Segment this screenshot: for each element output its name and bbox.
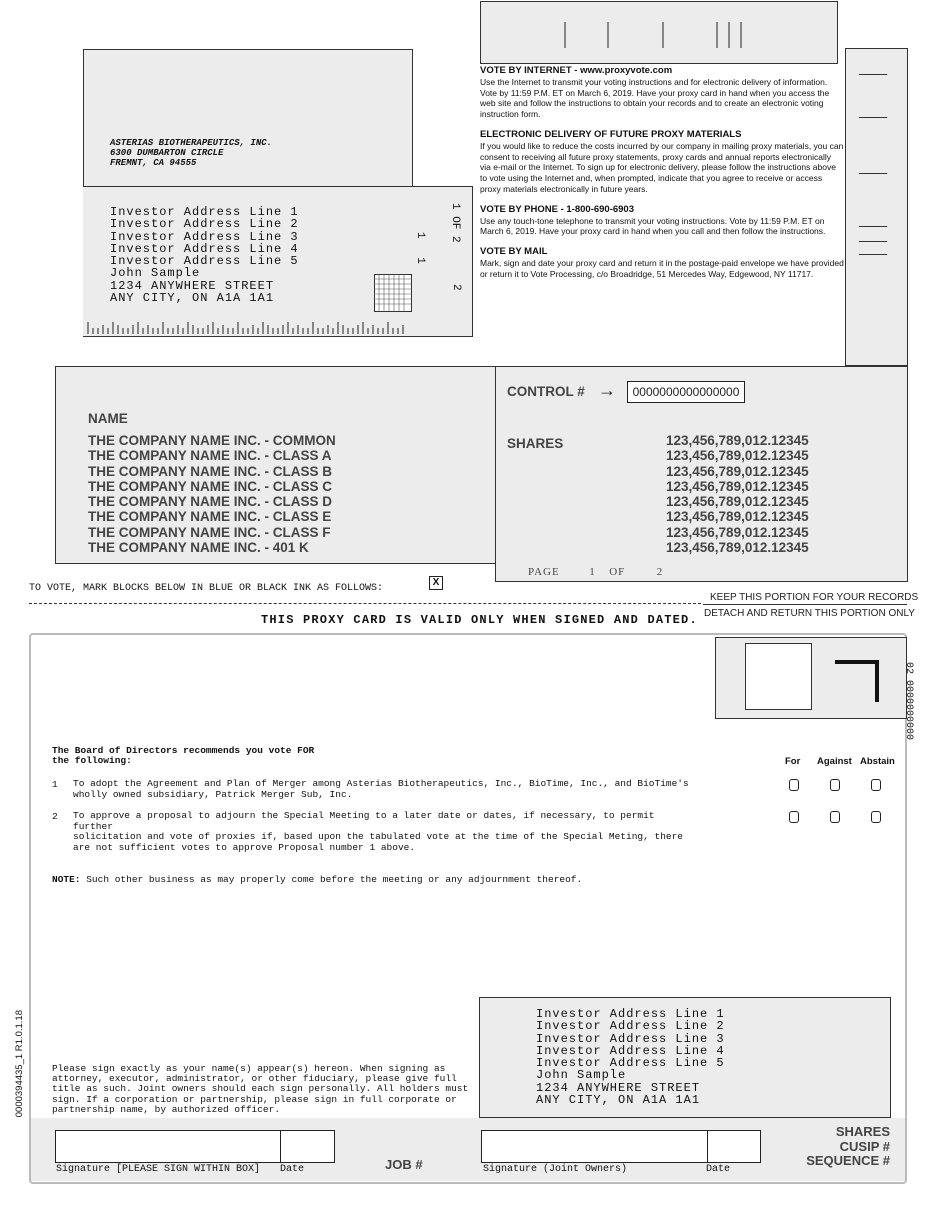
board-recommendation (52, 746, 314, 766)
proposal-2-for-checkbox[interactable] (789, 811, 799, 823)
keep-underline (703, 604, 907, 605)
electronic-delivery-body: If you would like to reduce the costs incurred by our company in mailing proxy materials, you can consent to receiving all future proxy statements, proxy cards and annual reports electronically via e-mail or the Internet. To sign up for electronic delivery, please follow the instructions above to vote using the Internet and, when prompted, indicate that you agree to receive or access proxy materials electronically in future years. (480, 140, 844, 194)
side-tick-panel (845, 48, 908, 366)
share-amount: 123,456,789,012.12345 (666, 478, 809, 494)
address-line: Investor Address Line 2 (110, 217, 299, 232)
address-line: Investor Address Line 3 (536, 1031, 725, 1046)
company-name: THE COMPANY NAME INC. - CLASS D (88, 494, 333, 510)
vote-phone-body: Use any touch-tone telephone to transmit your voting instructions. Vote by 11:59 P.M. ET on March 6, 2019. Have your proxy card in hand when you call and then follow the instructions. (480, 215, 826, 237)
page-total-vertical: 2 (450, 284, 462, 291)
address-line: Investor Address Line 3 (110, 229, 299, 244)
sender-address (110, 138, 272, 168)
joint-signature-box[interactable] (481, 1130, 708, 1163)
address-line: Investor Address Line 2 (536, 1019, 725, 1034)
page-of: OF (609, 566, 626, 578)
company-name: THE COMPANY NAME INC. - COMMON (88, 433, 336, 448)
electronic-delivery-title: ELECTRONIC DELIVERY OF FUTURE PROXY MATERIALS (480, 128, 742, 140)
page-of-vertical: 1 OF 2 (449, 203, 461, 243)
postal-grid-mark (374, 274, 412, 312)
signature-label: Signature [PLEASE SIGN WITHIN BOX] (56, 1164, 261, 1175)
company-name: THE COMPANY NAME INC. - CLASS C (88, 478, 333, 494)
validity-notice: THIS PROXY CARD IS VALID ONLY WHEN SIGNED AND DATED. (261, 613, 698, 627)
scan-square (745, 643, 812, 710)
address-line: Investor Address Line 5 (110, 254, 299, 269)
document-code: 0000394435_1 R1.0.1.18 (14, 1010, 25, 1118)
share-amount: 123,456,789,012.12345 (666, 463, 809, 479)
signature-box[interactable] (55, 1130, 281, 1163)
vote-phone-title: VOTE BY PHONE - 1-800-690-6903 (480, 203, 635, 215)
company-name: THE COMPANY NAME INC. - CLASS A (88, 448, 332, 464)
proposal-1-against-checkbox[interactable] (830, 779, 840, 791)
proposal-line: To approve a proposal to adjourn the Special Meeting to a later date or dates, if necessary, to permit further (73, 810, 655, 832)
board-line: The Board of Directors recommends you vote FOR (52, 745, 315, 756)
address-line: 1234 ANYWHERE STREET (536, 1080, 701, 1095)
card-side-code: 02 0000000000 (903, 662, 914, 741)
address-line: 1234 ANYWHERE STREET (110, 278, 275, 293)
control-number: 0000000000000000 (627, 381, 745, 403)
corner-registration-mark (835, 660, 879, 702)
date-label: Date (280, 1164, 305, 1175)
proposal-number: 1 (52, 779, 58, 790)
shares-label: SHARES (507, 436, 564, 451)
column-for: For (785, 756, 801, 767)
note (52, 874, 582, 885)
company-name: THE COMPANY NAME INC. - CLASS B (88, 463, 333, 479)
vote-internet-title: VOTE BY INTERNET - www.proxyvote.com (480, 65, 673, 76)
proposal-line: wholly owned subsidiary, Patrick Merger Sub, Inc. (73, 788, 353, 800)
address-line: ANY CITY, ON A1A 1A1 (110, 291, 275, 306)
proposal-number: 2 (52, 811, 58, 822)
proposal-2-against-checkbox[interactable] (830, 811, 840, 823)
date-box[interactable] (280, 1130, 335, 1163)
proposal-text (73, 779, 693, 800)
address-line: Investor Address Line 1 (110, 205, 299, 219)
name-label: NAME (88, 411, 128, 426)
postal-barcode-ruler (86, 320, 412, 334)
company-name: THE COMPANY NAME INC. - 401 K (88, 540, 309, 556)
proposal-text (73, 811, 693, 853)
share-amount: 123,456,789,012.12345 (666, 494, 809, 510)
note-text: Such other business as may properly come before the meeting or any adjournment thereof. (80, 874, 583, 885)
share-amount: 123,456,789,012.12345 (666, 433, 809, 448)
page-current: 1 (589, 566, 596, 578)
count-vertical: 1 1 (414, 232, 426, 270)
barcode-box (480, 1, 838, 64)
detach-line (29, 603, 701, 604)
share-amount: 123,456,789,012.12345 (666, 509, 809, 525)
address-line: John Sample (536, 1068, 627, 1083)
company-name: THE COMPANY NAME INC. - CLASS E (88, 509, 332, 525)
sender-line: 6300 DUMBARTON CIRCLE (110, 148, 224, 158)
note-label: NOTE: (52, 874, 81, 885)
proposal-1-abstain-checkbox[interactable] (871, 779, 881, 791)
signing-instructions: Please sign exactly as your name(s) appear(s) hereon. When signing as attorney, executor, administrator, or other fiduciary, please give full title as such. Joint owners should each sign personally. All holders must sign. If a corporation or partnership, please sign in full corporate or partnership name, by authorized officer. (52, 1063, 469, 1115)
tick-mark (859, 74, 887, 75)
tick-mark (859, 241, 887, 242)
column-abstain: Abstain (860, 756, 895, 767)
job-label: JOB # (385, 1157, 423, 1172)
vote-mail-title: VOTE BY MAIL (480, 246, 548, 258)
vote-mail-body: Mark, sign and date your proxy card and return it in the postage-paid envelope we have provided or return it to Vote Processing, c/o Broadridge, 51 Mercedes Way, Edgewood, NY 11717. (480, 257, 844, 279)
shares-list (666, 433, 809, 555)
address-line: Investor Address Line 5 (536, 1056, 725, 1071)
tick-mark (859, 254, 887, 255)
page-indicator (528, 566, 663, 578)
sender-line: ASTERIAS BIOTHERAPEUTICS, INC. (110, 138, 273, 148)
share-amount: 123,456,789,012.12345 (666, 448, 809, 464)
address-line: Investor Address Line 4 (536, 1043, 725, 1058)
company-list (88, 433, 336, 555)
voting-instructions (480, 66, 844, 290)
keep-portion-text: KEEP THIS PORTION FOR YOUR RECORDS (710, 592, 919, 603)
page-label: PAGE (528, 566, 560, 578)
column-against: Against (817, 756, 852, 767)
address-line: Investor Address Line 4 (110, 241, 299, 256)
board-line: the following: (52, 755, 132, 766)
share-amount: 123,456,789,012.12345 (666, 540, 809, 556)
share-amount: 123,456,789,012.12345 (666, 524, 809, 540)
shares-ref-label: SHARES (835, 1124, 890, 1139)
sender-line: FREMNT, CA 94555 (110, 158, 197, 168)
recipient-address (110, 206, 299, 304)
mark-example-box: X (429, 576, 443, 590)
arrow-right-icon: → (598, 380, 616, 400)
cusip-label: CUSIP # (839, 1138, 890, 1154)
reference-labels (790, 1125, 890, 1169)
proposal-1-for-checkbox[interactable] (789, 779, 799, 791)
address-line: Investor Address Line 1 (536, 1007, 725, 1021)
tick-mark (859, 117, 887, 118)
sequence-label: SEQUENCE # (806, 1153, 890, 1168)
control-label: CONTROL # (507, 384, 585, 399)
detach-portion-text: DETACH AND RETURN THIS PORTION ONLY (704, 608, 915, 619)
page-total: 2 (656, 566, 664, 578)
return-address (536, 1008, 725, 1106)
proposal-line: are not sufficient votes to approve Proposal number 1 above. (73, 841, 416, 853)
proposal-2-abstain-checkbox[interactable] (871, 811, 881, 823)
vote-internet-body: Use the Internet to transmit your voting instructions and for electronic delivery of information. Vote by 11:59 P.M. ET on March 6, 2019. Have your proxy card in hand when you access the web site and follow the instructions to obtain your records and to create an electronic voting instruction form. (480, 76, 830, 120)
proposal-line: solicitation and vote of proxies if, based upon the tabulated vote at the time of the Special Meting, there (73, 831, 683, 842)
company-name: THE COMPANY NAME INC. - CLASS F (88, 524, 331, 540)
proposal-line: To adopt the Agreement and Plan of Merger among Asterias Biotherapeutics, Inc., BioTime, Inc., and BioTime's (73, 778, 689, 789)
mark-instructions: TO VOTE, MARK BLOCKS BELOW IN BLUE OR BLACK INK AS FOLLOWS: (29, 583, 384, 594)
tick-mark (859, 226, 887, 227)
address-line: John Sample (110, 266, 201, 281)
joint-signature-label: Signature (Joint Owners) (483, 1164, 628, 1175)
joint-date-label: Date (706, 1164, 731, 1175)
barcode-icon (481, 2, 837, 63)
joint-date-box[interactable] (707, 1130, 761, 1163)
address-line: ANY CITY, ON A1A 1A1 (536, 1093, 701, 1108)
tick-mark (859, 173, 887, 174)
